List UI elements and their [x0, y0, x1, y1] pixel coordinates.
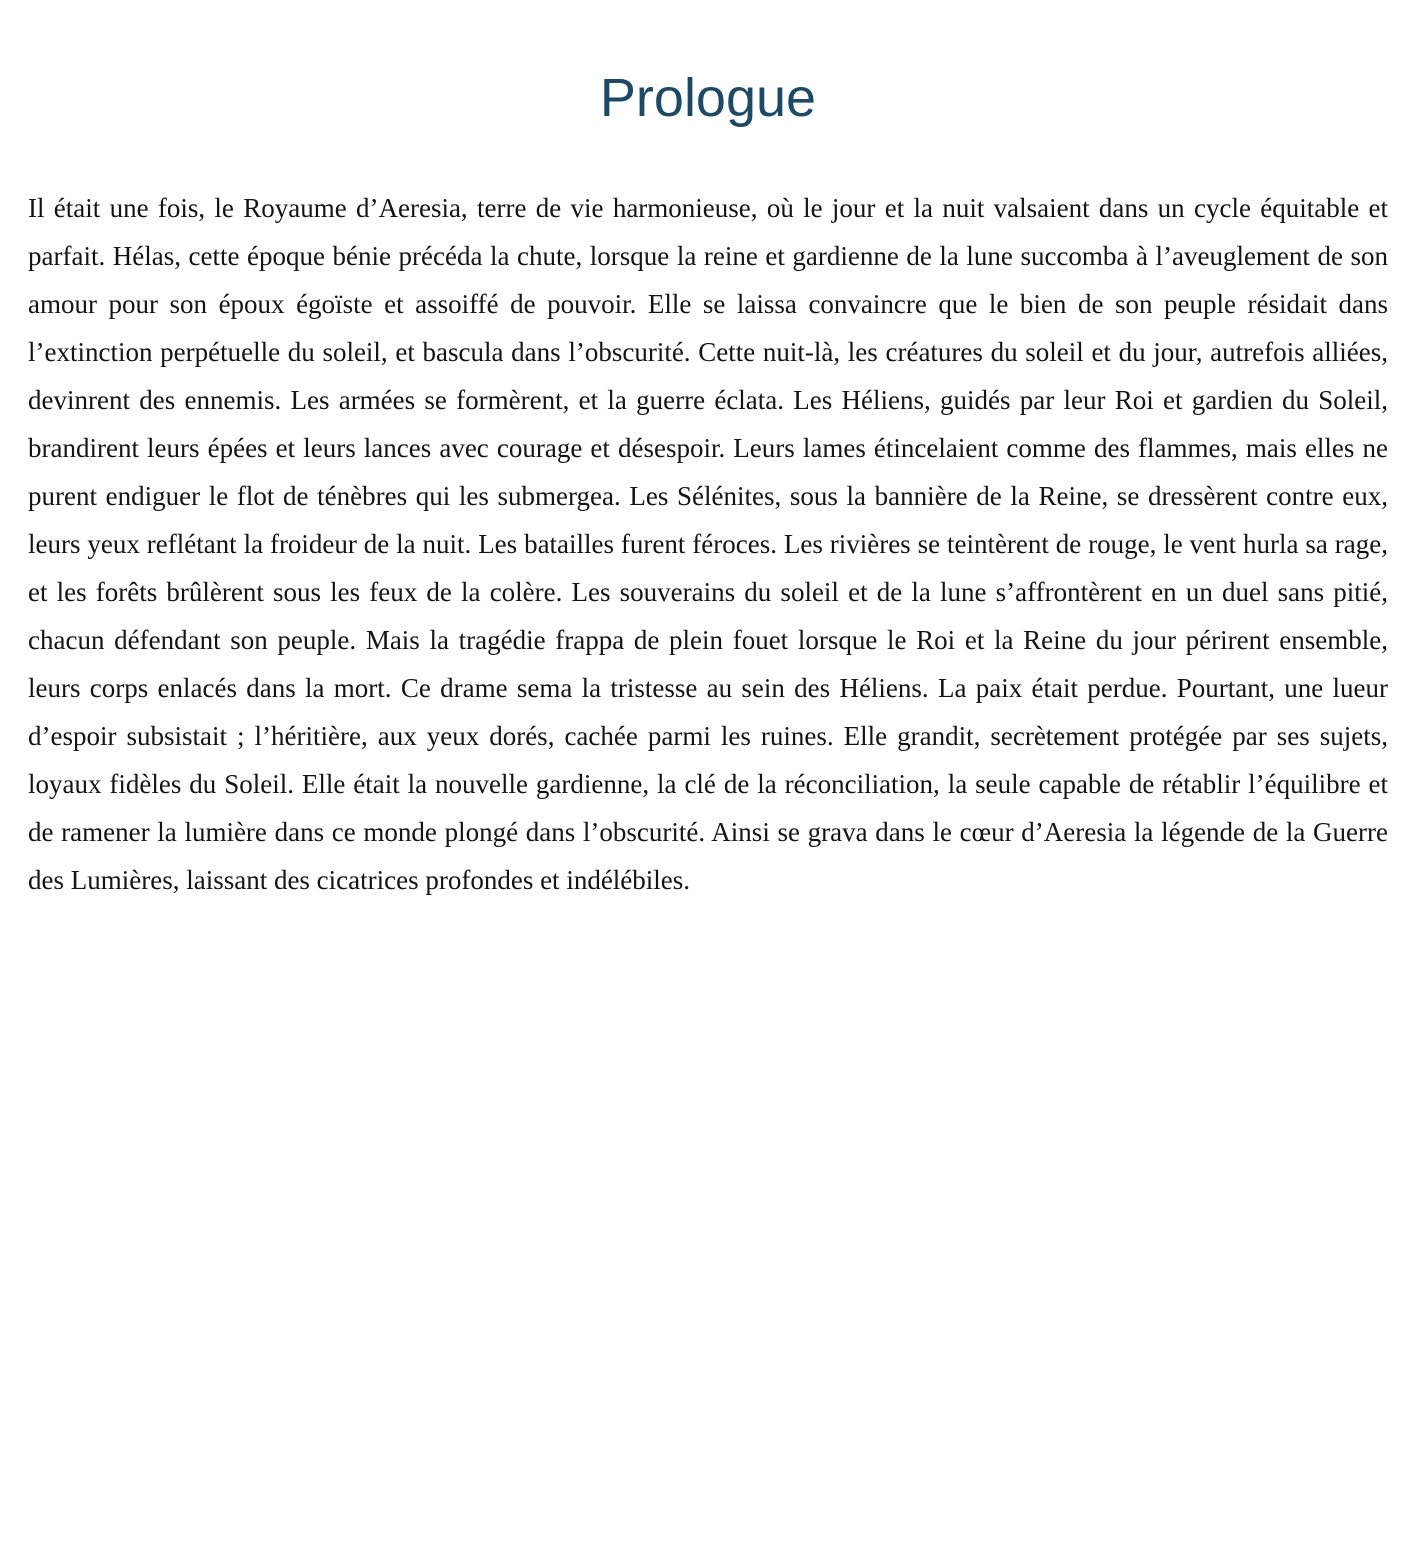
page-title: Prologue: [599, 68, 817, 128]
prologue-paragraph: Il était une fois, le Royaume d’Aeresia, terre de vie harmonieuse, où le jour et la nuit valsaient dans un cycle équitable et parfait. Hélas, cette époque bénie précéda la chute, lorsque la reine et gardienne de la lune succomba à l’aveuglement de son amour pour son époux égoïste et assoiffé de pouvoir. Elle se laissa convaincre que le bien de son peuple résidait dans l’extinction perpétuelle du soleil, et bascula dans l’obscurité. Cette nuit-là, les créatures du soleil et du jour, autrefois alliées, devinrent des ennemis. Les armées se formèrent, et la guerre éclata. Les Héliens, guidés par leur Roi et gardien du Soleil, brandirent leurs épées et leurs lances avec courage et désespoir. Leurs lames étincelaient comme des flammes, mais elles ne purent endiguer le flot de ténèbres qui les submergea. Les Sélénites, sous la bannière de la Reine, se dressèrent contre eux, leurs yeux reflétant la froideur de la nuit. Les batailles furent féroces. Les rivières se teintèrent de rouge, le vent hurla sa rage, et les forêts brûlèrent sous les feux de la colère. Les souverains du soleil et de la lune s’affrontèrent en un duel sans pitié, chacun défendant son peuple. Mais la tragédie frappa de plein fouet lorsque le Roi et la Reine du jour périrent ensemble, leurs corps enlacés dans la mort. Ce drame sema la tristesse au sein des Héliens. La paix était perdue. Pourtant, une lueur d’espoir subsistait ; l’héritière, aux yeux dorés, cachée parmi les ruines. Elle grandit, secrètement protégée par ses sujets, loyaux fidèles du Soleil. Elle était la nouvelle gardienne, la clé de la réconciliation, la seule capable de rétablir l’équilibre et de ramener la lumière dans ce monde plongé dans l’obscurité. Ainsi se grava dans le cœur d’Aeresia la légende de la Guerre des Lumières, laissant des cicatrices profondes et indélébiles.: [28, 193, 1388, 895]
